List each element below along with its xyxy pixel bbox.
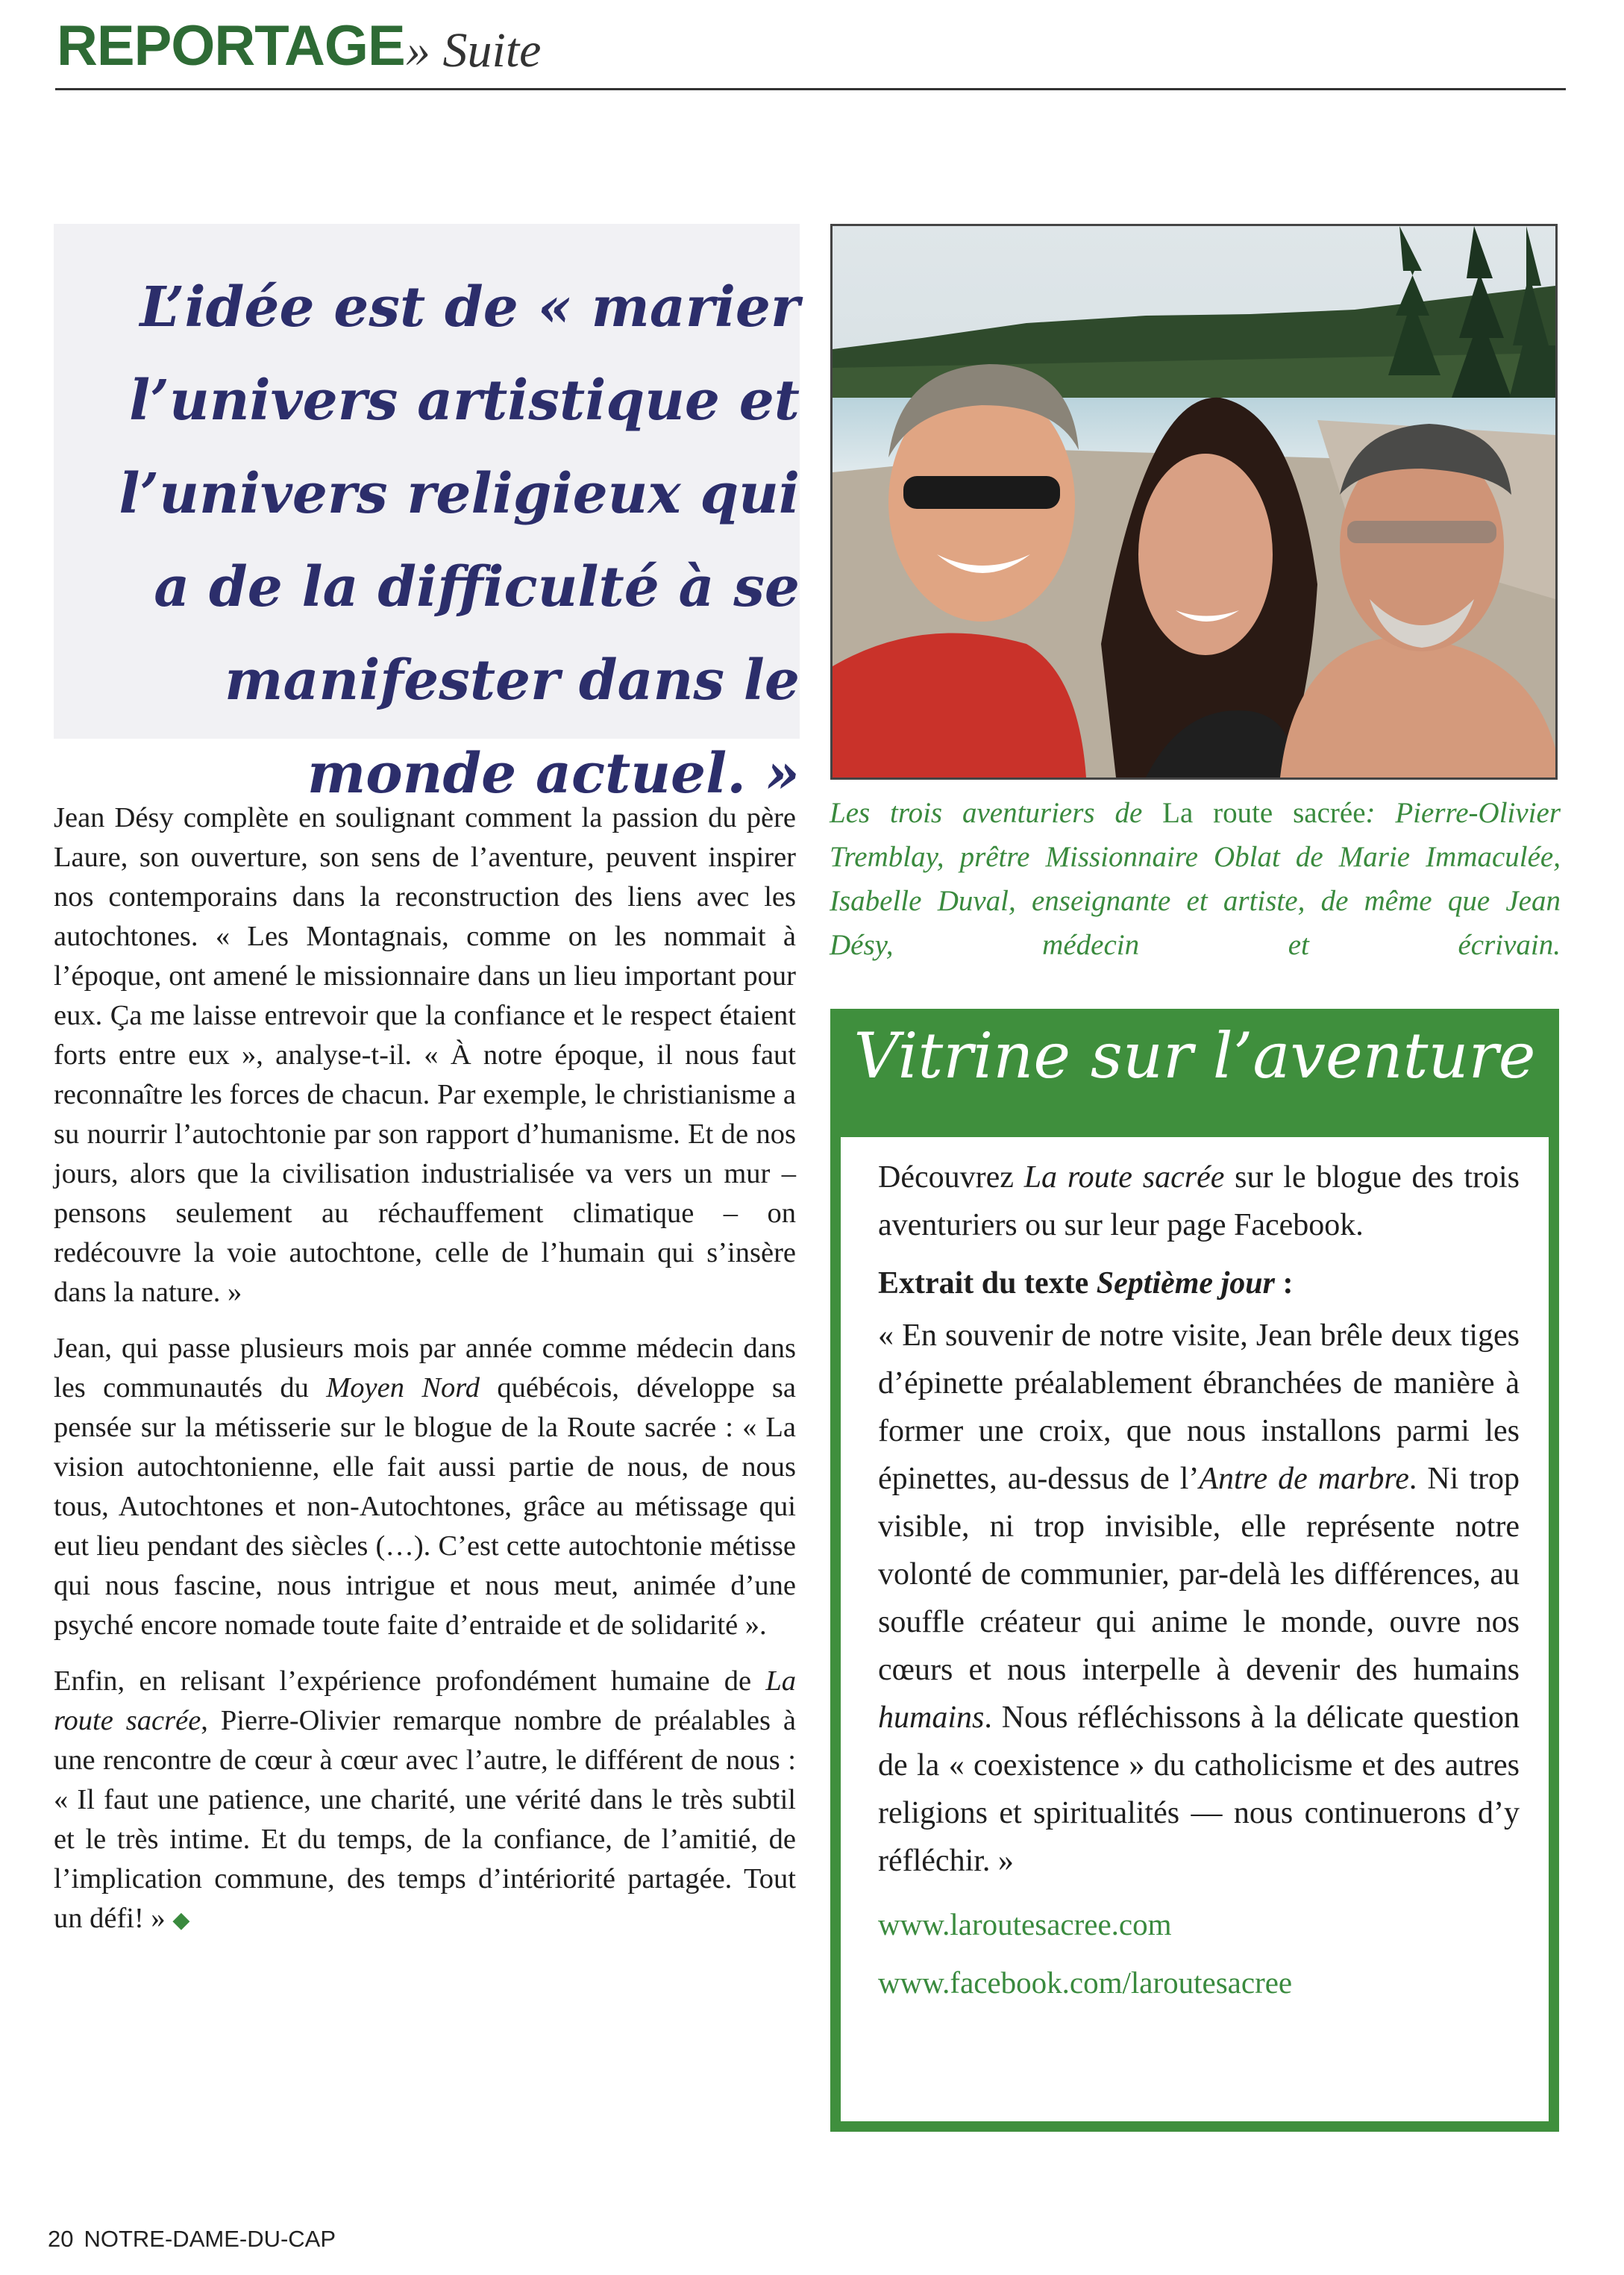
- section-continued-label: » Suite: [406, 23, 542, 78]
- article-body: [54, 798, 796, 1956]
- sidebar-box: [830, 1009, 1559, 2132]
- facebook-link[interactable]: www.facebook.com/laroutesacree: [878, 1965, 1293, 2000]
- sidebar-title: Vitrine sur l’aventure: [853, 1019, 1536, 1092]
- section-title: REPORTAGE: [57, 14, 405, 78]
- paragraph-2: Jean, qui passe plusieurs mois par année comme médecin dans les communautés du Moyen Nord québécois, développe sa pensée sur la métisserie sur le blogue de la Route sacrée : « La vision autochtonienne, elle fait aussi partie de nous, de nous tous, Autochtones et non-Autochtones, grâce au métissage qui eut lieu pendant des siècles (…). C’est cette autochtonie métisse qui nous fascine, nous intrigue et nous meut, animée d’une psyché encore nomade toute faite d’entraide et de solidarité ».: [54, 1333, 797, 1641]
- excerpt-text: « En souvenir de notre visite, Jean brêle deux tiges d’épinette préalablement ébranchées de manière à former une croix, que nous installons parmi les épinettes, au-dessus de l’Antre de marbre. Ni trop visible, ni trop invisible, elle représente notre volonté de communier, par-delà les différences, au souffle créateur qui anime le monde, ouvre nos cœurs et nous interpelle à devenir des humains humains. Nous réfléchissons à la délicate question de la « coexistence » du catholicisme et des autres religions et spiritualités — nous continuerons d’y réfléchir. »: [878, 1318, 1520, 1878]
- pull-quote: L’idée est de « marier l’univers artistique et l’univers religieux qui a de la difficulté à se manifester dans le monde actuel. »: [119, 275, 800, 806]
- group-photo: [830, 224, 1558, 780]
- sidebar-inner: [841, 1137, 1549, 2121]
- magazine-name: NOTRE-DAME-DU-CAP: [84, 2226, 336, 2252]
- photo-caption: [830, 791, 1561, 967]
- blog-link[interactable]: www.laroutesacree.com: [878, 1907, 1172, 1941]
- caption-title: La route sacrée: [1162, 797, 1366, 829]
- paragraph-1: Jean Désy complète en soulignant comment la passion du père Laure, son ouverture, son sens de l’aventure, peuvent inspirer nos contemporains dans la reconstruction des liens avec les autochtones. « Les Montagnais, comme on les nommait à l’époque, ont amené le missionnaire dans un lieu important pour eux. Ça me laisse entrevoir que la confiance et le respect étaient forts entre eux », analyse-t-il. « À notre époque, il nous faut reconnaître les forces de chacun. Par exemple, le christianisme a su nourrir l’autochtonie par son rapport d’humanisme. Et de nos jours, alors que la civilisation industrialisée va vers un mur – pensons seulement au réchauffement climatique – on redécouvre la voie autochtone, celle de l’humain qui s’insère dans la nature. »: [54, 802, 796, 1308]
- caption-rest: : Pierre-Olivier Tremblay, prêtre Missionnaire Oblat de Marie Immaculée, Isabelle Duval, enseignante et artiste, de même que Jean Désy, médecin et écrivain.: [830, 797, 1561, 961]
- page-footer: [48, 2226, 346, 2253]
- page-number: 20: [48, 2226, 74, 2252]
- end-mark-icon: ◆: [172, 1908, 190, 1933]
- pull-quote-box: [54, 224, 800, 806]
- caption-lead: Les trois aventuriers de: [830, 797, 1163, 829]
- excerpt-heading: Extrait du texte Septième jour :: [878, 1266, 1294, 1301]
- section-header: [55, 10, 1566, 90]
- paragraph-3: Enfin, en relisant l’expérience profondément humaine de La route sacrée, Pierre-Olivier remarque nombre de préalables à une rencontre de cœur à cœur avec l’autre, le différent de nous : « Il faut une patience, une charité, une vérité dans le très subtil et le très intime. Et du temps, de la confiance, de l’amitié, de l’implication commune, des temps d’intériorité partagée. Tout un défi! » ◆: [54, 1665, 796, 1934]
- sidebar-intro: Découvrez La route sacrée sur le blogue des trois aventuriers ou sur leur page Facebook.: [878, 1160, 1520, 1242]
